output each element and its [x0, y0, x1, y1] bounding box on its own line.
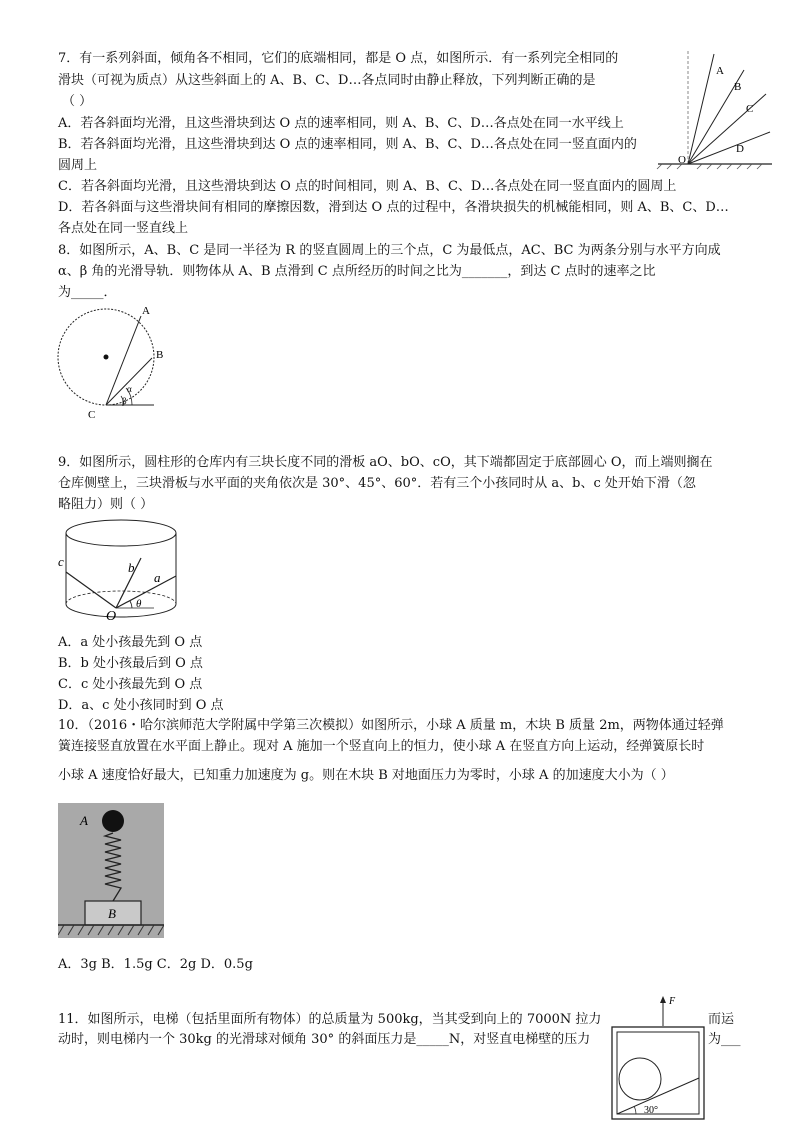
q7-option-b-line1: B．若各斜面均光滑，且这些滑块到达 O 点的速率相同，则 A、B、C、D…各点处在同一竖直面内的: [58, 137, 637, 152]
q7-option-b-line2: 圆周上: [58, 158, 98, 173]
q7-option-c: C．若各斜面均光滑，且这些滑块到达 O 点的时间相同，则 A、B、C、D…各点处在同一竖直面内的圆周上: [58, 179, 677, 194]
q8-rail-bc: [106, 358, 152, 405]
q8-label-a: A: [142, 305, 150, 317]
q7-stem-line1: 7．有一系列斜面，倾角各不相同，它们的底端相同，都是 O 点，如图所示．有一系列完全相同的: [58, 51, 619, 66]
q11-elevator-figure: [610, 994, 706, 1121]
q9-stem-line1: 9．如图所示，圆柱形的仓库内有三块长度不同的滑板 aO、bO、cO，其下端都固定于底部圆心 O，而上端则搁在: [58, 455, 713, 470]
q10-stem-line2: 簧连接竖直放置在水平面上静止。现对 A 施加一个竖直向上的恒力，使小球 A 在竖直方向上运动，经弹簧原长时: [58, 739, 705, 754]
q9-option-a: A．a 处小孩最先到 O 点: [58, 635, 203, 650]
q11-stem-line2-left: 动时，则电梯内一个 30kg 的光滑球对倾角 30° 的斜面压力是_____N，对竖直电梯壁的压力: [58, 1032, 591, 1047]
q8-center-dot: [104, 355, 109, 360]
q10-options: A．3g B．1.5g C．2g D．0.5g: [58, 957, 253, 972]
q10-stem-line3: 小球 A 速度恰好最大，已知重力加速度为 g。则在木块 B 对地面压力为零时，小球 A 的加速度大小为（ ）: [58, 768, 674, 783]
q9-option-c: C．c 处小孩最先到 O 点: [58, 677, 203, 692]
q8-stem-line1: 8．如图所示，A、B、C 是同一半径为 R 的竖直圆周上的三个点，C 为最低点，AC、BC 为两条分别与水平方向成: [58, 243, 721, 258]
q9-board-c: [66, 572, 116, 608]
q9-angle-arc: [130, 601, 132, 608]
q9-option-d: D．a、c 处小孩同时到 O 点: [58, 698, 224, 713]
q11-label-f: F: [669, 996, 676, 1007]
q7-slope-d: [688, 132, 770, 164]
q11-ball: [619, 1058, 661, 1100]
q11-force-arrow-head: [660, 996, 666, 1003]
q7-label-o: O: [678, 154, 686, 166]
q11-label-angle: 30°: [644, 1105, 658, 1116]
q11-stem-line1-right: 而运: [708, 1012, 735, 1027]
q11-stem-line2-right: 为___: [708, 1032, 741, 1047]
q8-circle-figure: [54, 300, 166, 422]
q9-board-a: [116, 576, 176, 608]
q9-option-b: B．b 处小孩最后到 O 点: [58, 656, 203, 671]
q9-stem-line2: 仓库侧壁上，三块滑板与水平面的夹角依次是 30°、45°、60°．若有三个小孩同时从 a、b、c 处开始下滑（忽: [58, 476, 696, 491]
q7-slope-a: [688, 54, 714, 164]
q10-ball-a: [102, 810, 124, 832]
q9-label-a: a: [154, 570, 161, 585]
q7-slope-c: [688, 94, 766, 164]
q9-cylinder-top: [66, 520, 176, 546]
q7-ground-hatch: [657, 164, 762, 169]
q7-label-a: A: [716, 65, 724, 77]
q8-label-alpha: α: [127, 384, 132, 394]
q7-label-b: B: [734, 81, 742, 93]
q7-option-d-line2: 各点处在同一竖直线上: [58, 221, 189, 236]
q8-rail-ac: [106, 316, 141, 405]
q7-label-d: D: [736, 143, 744, 155]
q9-label-c: c: [58, 554, 64, 569]
q7-option-d-line1: D．若各斜面与这些滑块间有相同的摩擦因数，滑到达 O 点的过程中，各滑块损失的机械能相同，则 A、B、C、D…: [58, 200, 729, 215]
q7-label-c: C: [746, 103, 754, 115]
q9-cylinder-figure: [56, 516, 186, 624]
q10-label-b: B: [108, 906, 116, 921]
q10-spring-photo: [58, 803, 164, 938]
q8-label-beta: β: [122, 396, 127, 406]
q7-option-a: A．若各斜面均光滑，且这些滑块到达 O 点的速率相同，则 A、B、C、D…各点处在同一水平线上: [58, 116, 624, 131]
q7-incline-figure: [648, 48, 774, 172]
q10-label-a: A: [80, 813, 88, 828]
q8-label-c: C: [88, 409, 96, 421]
q8-stem-line2: α、β 角的光滑导轨．则物体从 A、B 点滑到 C 点所经历的时间之比为_______，到达 C 点时的速率之比: [58, 264, 656, 279]
q7-stem-line3: （ ）: [62, 94, 93, 109]
q10-stem-line1: 10．（2016・哈尔滨师范大学附属中学第三次模拟）如图所示，小球 A 质量 m，木块 B 质量 2m，两物体通过轻弹: [58, 718, 724, 733]
q11-stem-line1-left: 11．如图所示，电梯（包括里面所有物体）的总质量为 500kg，当其受到向上的 7000N 拉力: [58, 1012, 602, 1027]
q7-stem-line2: 滑块（可视为质点）从这些斜面上的 A、B、C、D…各点同时由静止释放，下列判断正确的是: [58, 73, 596, 88]
q9-label-theta: θ: [136, 598, 142, 610]
q8-stem-line3: 为_____．: [58, 285, 117, 300]
q9-label-o: O: [106, 609, 117, 624]
q9-stem-line3: 略阻力）则（ ）: [58, 497, 154, 512]
q9-label-b: b: [128, 560, 135, 575]
q8-label-b: B: [156, 349, 164, 361]
